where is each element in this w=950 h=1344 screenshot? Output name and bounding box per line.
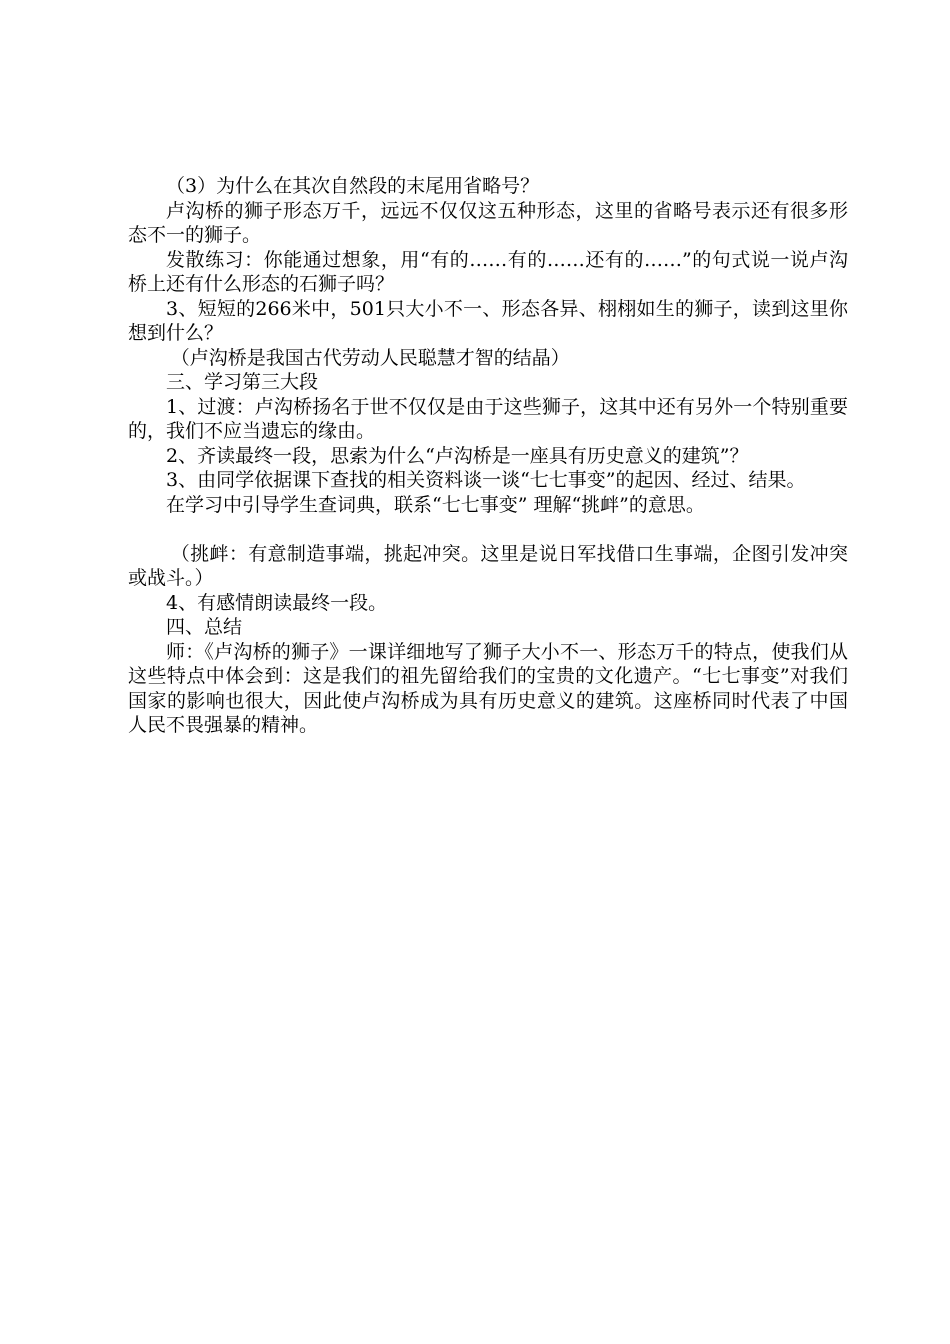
paragraph-ellipsis-answer: 卢沟桥的狮子形态万千，远远不仅仅这五种形态，这里的省略号表示还有很多形态不一的狮子。 bbox=[128, 199, 848, 246]
paragraph-dictionary-guide: 在学习中引导学生查词典，联系“七七事变” 理解“挑衅”的意思。 bbox=[166, 493, 705, 516]
paragraph-lions-answer: （卢沟桥是我国古代劳动人民聪慧才智的结晶） bbox=[170, 346, 570, 369]
paragraph-emotional-reading: 4、有感情朗读最终一段。 bbox=[166, 591, 388, 614]
paragraph-provocation-definition: （挑衅：有意制造事端，挑起冲突。这里是说日军找借口生事端，企图引发冲突或战斗。） bbox=[128, 542, 848, 589]
blank-line bbox=[128, 517, 848, 542]
paragraph-item-3-lions: 3、短短的266米中，501只大小不一、形态各异、栩栩如生的狮子，读到这里你想到什么？ bbox=[128, 297, 848, 344]
document-page bbox=[128, 174, 848, 738]
paragraph-question-3: （3）为什么在其次自然段的末尾用省略号？ bbox=[166, 175, 540, 197]
section-heading-3: 三、学习第三大段 bbox=[166, 371, 319, 393]
paragraph-77-incident: 3、由同学依据课下查找的相关资料谈一谈“七七事变”的起因、经过、结果。 bbox=[166, 469, 806, 491]
paragraph-teacher-summary: 师：《卢沟桥的狮子》一课详细地写了狮子大小不一、形态万千的特点，使我们从这些特点中体会到：这是我们的祖先留给我们的宝贵的文化遗产。“七七事变”对我们国家的影响也很大，因此使卢沟桥成为具有历史意义的建筑。这座桥同时代表了中国人民不畏强暴的精神。 bbox=[128, 640, 848, 736]
section-heading-4: 四、总结 bbox=[166, 616, 243, 638]
paragraph-divergent-exercise: 发散练习：你能通过想象，用“有的……有的……还有的……”的句式说一说卢沟桥上还有什么形态的石狮子吗？ bbox=[128, 248, 848, 295]
paragraph-transition: 1、过渡：卢沟桥扬名于世不仅仅是由于这些狮子，这其中还有另外一个特别重要的，我们不应当遗忘的缘由。 bbox=[128, 395, 848, 442]
paragraph-read-last-section: 2、齐读最终一段，思索为什么“卢沟桥是一座具有历史意义的建筑”？ bbox=[166, 444, 749, 467]
